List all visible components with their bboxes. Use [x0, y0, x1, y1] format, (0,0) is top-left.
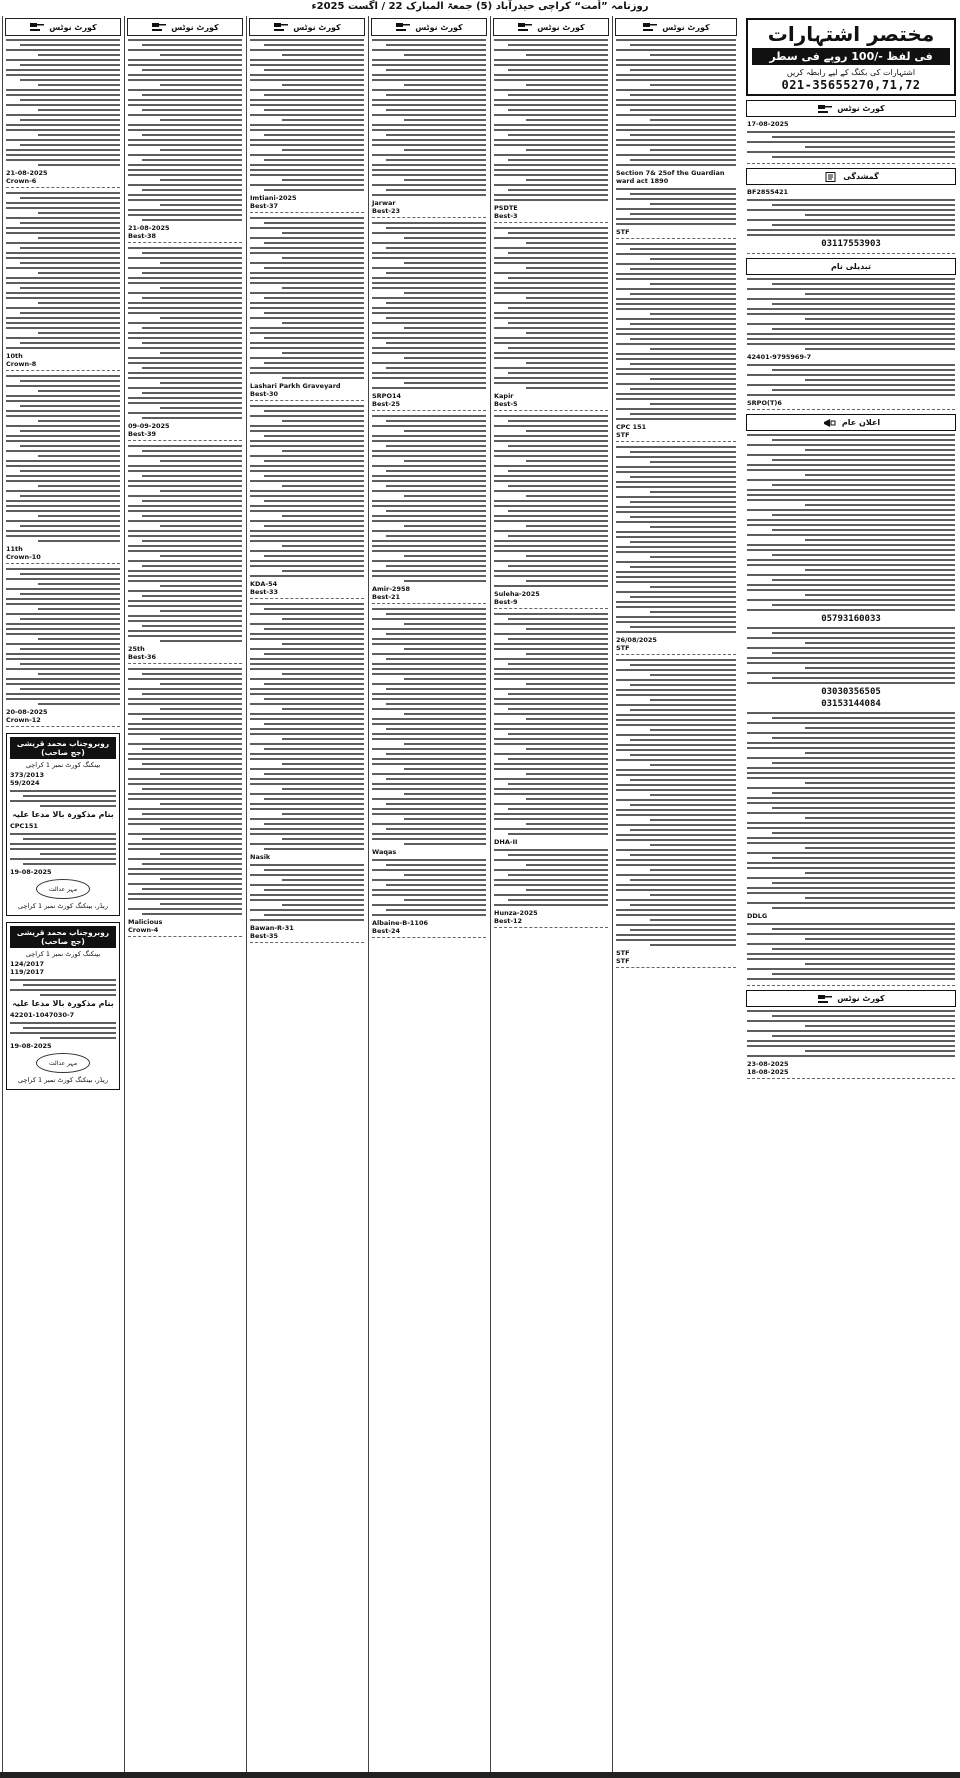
- court-notice: [372, 608, 486, 938]
- column-4: [368, 16, 489, 1776]
- notice-text: Bawan-R-31: [250, 924, 294, 932]
- ad-code: 42401-9795969-7: [747, 353, 812, 361]
- ad-code: DDLG: [747, 912, 768, 920]
- page-footer-rule: [0, 1772, 960, 1778]
- notice-subtitle: بینکنگ کورٹ نمبر 1 کراچی: [25, 761, 101, 769]
- notice-tag: Best-35: [250, 932, 279, 940]
- notice-date: 19-08-2025: [10, 1042, 52, 1050]
- court-notice: [128, 247, 242, 441]
- notice-tag: Best-21: [372, 593, 401, 601]
- registrar-signature: ریڈر، بینکنگ کورٹ نمبر 1 کراچی: [18, 1076, 108, 1084]
- court-notice: [250, 603, 364, 943]
- notice-subtitle: بینکنگ کورٹ نمبر 1 کراچی: [25, 950, 101, 958]
- column-5: [490, 16, 611, 1776]
- gavel-icon: [29, 22, 45, 32]
- court-notice: [6, 375, 120, 564]
- court-notice: [616, 243, 736, 442]
- notice-text: 25th: [128, 645, 145, 653]
- classified-ad: [747, 1010, 955, 1079]
- notice-tag: STF: [616, 957, 630, 965]
- notice-tag: Best-12: [494, 917, 523, 925]
- court-notice: [128, 668, 242, 937]
- newspaper-columns: [2, 16, 958, 1776]
- classified-ad: [747, 434, 955, 986]
- notice-tag: Best-24: [372, 927, 401, 935]
- notice-text: PSDTE: [494, 204, 518, 212]
- court-notice: [128, 39, 242, 243]
- court-notice: [494, 613, 608, 928]
- notice-tag: Crown-4: [128, 926, 159, 934]
- court-notice: [128, 445, 242, 664]
- masthead: [0, 0, 960, 14]
- column-5-header: کورٹ نوٹس: [493, 18, 609, 36]
- notice-date: 21-08-2025: [128, 224, 170, 232]
- court-notice: [6, 192, 120, 371]
- notice-tag: Best-3: [494, 212, 518, 220]
- banking-court-notice: [6, 922, 120, 1090]
- ad-phone: 05793160033: [821, 614, 881, 624]
- classified-rate: فی لفظ -/100 روپے فی سطر: [752, 48, 950, 65]
- classified-ad: [747, 120, 955, 164]
- notice-tag: Best-33: [250, 588, 279, 596]
- section-header-court: کورٹ نوٹس: [746, 100, 956, 117]
- notice-text: Suleha-2025: [494, 590, 540, 598]
- notice-text: Section 7& 25of the Guardian: [616, 169, 725, 177]
- gavel-icon: [151, 22, 167, 32]
- court-notice: [372, 415, 486, 604]
- classified-ads-panel: [744, 16, 958, 1776]
- notice-text: Hunza-2025: [494, 909, 538, 917]
- gavel-icon: [517, 22, 533, 32]
- notice-tag: Crown-12: [6, 716, 41, 724]
- notice-text: SRPO14: [372, 392, 402, 400]
- notice-text: Lashari Parkh Graveyard: [250, 382, 341, 390]
- notice-date: 20-08-2025: [6, 708, 48, 716]
- notice-tag: Best-25: [372, 400, 401, 408]
- registrar-signature: ریڈر، بینکنگ کورٹ نمبر 1 کراچی: [18, 902, 108, 910]
- notice-text: Kapir: [494, 392, 514, 400]
- notice-tag: STF: [616, 644, 630, 652]
- notice-text: 10th: [6, 352, 23, 360]
- cnic-ref: 42201-1047030-7: [10, 1011, 75, 1019]
- court-notice: [6, 39, 120, 188]
- section-header-lost: گمشدگی: [746, 168, 956, 185]
- section-header-name-change: تبدیلی نام: [746, 258, 956, 275]
- ad-date: 17-08-2025: [747, 120, 789, 128]
- notice-date: 21-08-2025: [6, 169, 48, 177]
- notice-text: Amir-2958: [372, 585, 411, 593]
- notice-text: ward act 1890: [616, 177, 669, 185]
- court-notice: [250, 217, 364, 401]
- summons-line: بنام مذکورہ بالا مدعا علیہ: [12, 999, 114, 1008]
- column-6: [612, 16, 739, 1776]
- summons-line: بنام مذکورہ بالا مدعا علیہ: [12, 810, 114, 819]
- column-6-header: کورٹ نوٹس: [615, 18, 737, 36]
- ad-code: SRPO(T)6: [747, 399, 782, 407]
- notice-tag: Crown-10: [6, 553, 41, 561]
- classified-title: مختصر اشتہارات: [767, 22, 935, 46]
- section-header-court-2: کورٹ نوٹس: [746, 990, 956, 1007]
- gavel-icon: [642, 22, 658, 32]
- notice-tag: STF: [616, 431, 630, 439]
- notice-text: Nasik: [250, 853, 271, 861]
- notice-text: Jarwar: [372, 199, 396, 207]
- ad-date: 18-08-2025: [747, 1068, 789, 1076]
- court-notice: [616, 446, 736, 655]
- notice-tag: Crown-8: [6, 360, 37, 368]
- notice-text: Malicious: [128, 918, 163, 926]
- notice-tag: STF: [616, 228, 630, 236]
- court-notice: [250, 39, 364, 213]
- classified-phone: 021-35655270,71,72: [781, 78, 921, 92]
- notice-tag: Best-9: [494, 598, 518, 606]
- case-number: 124/2017: [10, 960, 45, 968]
- column-4-header: کورٹ نوٹس: [371, 18, 487, 36]
- column-2-header: کورٹ نوٹس: [127, 18, 243, 36]
- court-notice: [372, 39, 486, 218]
- court-notice: [372, 222, 486, 411]
- column-1: [2, 16, 123, 1776]
- notice-tag: Crown-6: [6, 177, 37, 185]
- notice-tag: Best-30: [250, 390, 279, 398]
- notice-text: STF: [616, 949, 630, 957]
- document-icon: [823, 172, 839, 182]
- court-notice: [250, 405, 364, 599]
- notice-date: 26/08/2025: [616, 636, 657, 644]
- column-3: [246, 16, 367, 1776]
- suit-number: 59/2024: [10, 779, 40, 787]
- notice-tag: Best-23: [372, 207, 401, 215]
- notice-text: CPC 151: [616, 423, 647, 431]
- classified-banner: [746, 18, 956, 96]
- classified-ad: [747, 278, 955, 410]
- notice-text: Albaine-B-1106: [372, 919, 429, 927]
- notice-tag: Best-39: [128, 430, 157, 438]
- ad-phone: 03030356505: [821, 687, 881, 697]
- ad-code: BF2855421: [747, 188, 789, 196]
- ad-phone: 03153144084: [821, 699, 881, 709]
- suit-number: 119/2017: [10, 968, 45, 976]
- court-notice: [616, 39, 736, 239]
- gavel-icon: [395, 22, 411, 32]
- notice-tag: Best-37: [250, 202, 279, 210]
- notice-text: KDA-54: [250, 580, 278, 588]
- classified-note: اشتہارات کی بکنگ کے لیے رابطہ کریں: [786, 68, 916, 77]
- court-notice: [494, 39, 608, 223]
- court-notice: [6, 568, 120, 727]
- gavel-icon: [817, 104, 833, 114]
- notice-date: 09-09-2025: [128, 422, 170, 430]
- court-notice: [494, 415, 608, 609]
- column-2: [124, 16, 245, 1776]
- masthead-text: روزنامہ ”اُمت“ کراچی حیدرآباد (5) جمعۃ المبارک 22 / اگست 2025ء: [311, 1, 649, 12]
- ad-date: 23-08-2025: [747, 1060, 789, 1068]
- ad-phone: 03117553903: [821, 239, 881, 249]
- notice-tag: Best-5: [494, 400, 518, 408]
- cpc-ref: CPC151: [10, 822, 38, 830]
- notice-text: Waqas: [372, 848, 397, 856]
- case-number: 373/2013: [10, 771, 45, 779]
- megaphone-icon: [822, 418, 838, 428]
- notice-text: 11th: [6, 545, 23, 553]
- classified-ad: [747, 188, 955, 254]
- notice-text: Imtiani-2025: [250, 194, 297, 202]
- court-seal: مہر عدالت: [36, 879, 90, 899]
- gavel-icon: [273, 22, 289, 32]
- column-1-header: کورٹ نوٹس: [5, 18, 121, 36]
- banking-court-notice: [6, 733, 120, 916]
- section-header-announcement: اعلان عام: [746, 414, 956, 431]
- notice-tag: Best-36: [128, 653, 157, 661]
- gavel-icon: [817, 994, 833, 1004]
- notice-heading: روبروجناب محمد قریشی (جج صاحب): [10, 926, 116, 948]
- column-3-header: کورٹ نوٹس: [249, 18, 365, 36]
- notice-text: DHA-II: [494, 838, 518, 846]
- court-notice: [494, 227, 608, 411]
- court-seal: مہر عدالت: [36, 1053, 90, 1073]
- court-notice: [616, 659, 736, 968]
- notice-tag: Best-38: [128, 232, 157, 240]
- notice-heading: روبروجناب محمد قریشی (جج صاحب): [10, 737, 116, 759]
- notice-date: 19-08-2025: [10, 868, 52, 876]
